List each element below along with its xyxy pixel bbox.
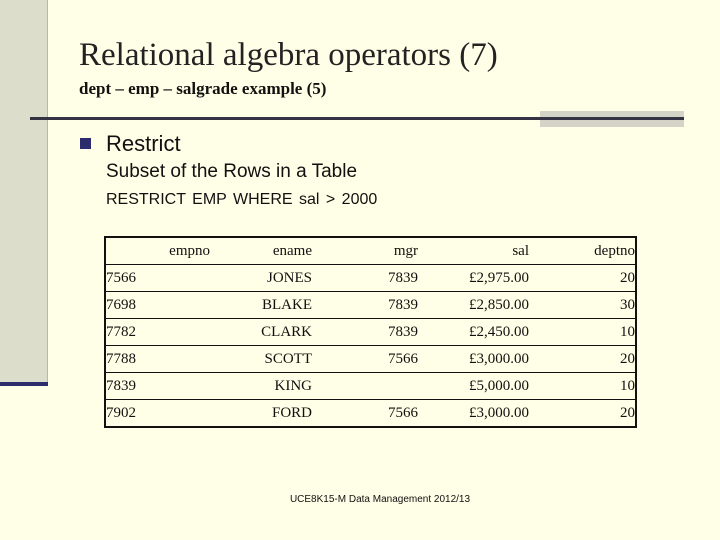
- table-cell: 7698: [105, 292, 210, 319]
- table-cell: JONES: [210, 265, 312, 292]
- table-cell: 7839: [105, 373, 210, 400]
- table-row: [105, 319, 636, 346]
- table-cell: 7788: [105, 346, 210, 373]
- table-cell: 20: [529, 346, 636, 373]
- title-divider-extension: [540, 117, 684, 120]
- slide-title: Relational algebra operators (7): [79, 37, 498, 73]
- table-cell: FORD: [210, 400, 312, 428]
- table-cell: 20: [529, 265, 636, 292]
- table-cell: 7839: [312, 265, 418, 292]
- slide-footer: UCE8K15-M Data Management 2012/13: [289, 494, 471, 505]
- column-header: empno: [105, 237, 210, 265]
- table-cell: 7839: [312, 292, 418, 319]
- table-cell: £2,975.00: [418, 265, 529, 292]
- column-header: sal: [418, 237, 529, 265]
- square-bullet-icon: [80, 138, 91, 149]
- table-row: [105, 400, 636, 428]
- restrict-expression: RESTRICT EMP WHERE sal > 2000: [106, 191, 378, 208]
- left-accent-bar: [0, 382, 48, 386]
- table-header-row: [105, 237, 636, 265]
- bullet-heading: Restrict: [106, 131, 181, 156]
- table-cell: £3,000.00: [418, 400, 529, 428]
- left-decorative-strip: [0, 0, 47, 385]
- table-cell: SCOTT: [210, 346, 312, 373]
- table-cell: 7839: [312, 319, 418, 346]
- table-cell: 10: [529, 319, 636, 346]
- table-cell: CLARK: [210, 319, 312, 346]
- table-cell: £2,850.00: [418, 292, 529, 319]
- table-cell: 30: [529, 292, 636, 319]
- column-header: ename: [210, 237, 312, 265]
- table-cell: 7902: [105, 400, 210, 428]
- table-cell: 20: [529, 400, 636, 428]
- table-cell: 7566: [312, 400, 418, 428]
- table-row: [105, 346, 636, 373]
- slide-subtitle: dept – emp – salgrade example (5): [79, 79, 327, 98]
- table-cell: 10: [529, 373, 636, 400]
- table-cell: £5,000.00: [418, 373, 529, 400]
- column-header: mgr: [312, 237, 418, 265]
- table-row: [105, 373, 636, 400]
- title-divider: [30, 117, 540, 120]
- table-cell: 7566: [105, 265, 210, 292]
- table-cell: £3,000.00: [418, 346, 529, 373]
- table-cell: £2,450.00: [418, 319, 529, 346]
- table-cell: 7566: [312, 346, 418, 373]
- table-cell: [312, 373, 418, 400]
- result-table: [104, 236, 637, 428]
- column-header: deptno: [529, 237, 636, 265]
- table-cell: 7782: [105, 319, 210, 346]
- table-cell: BLAKE: [210, 292, 312, 319]
- table-row: [105, 292, 636, 319]
- description-line: Subset of the Rows in a Table: [106, 161, 358, 182]
- left-strip-edge: [47, 0, 48, 382]
- table-row: [105, 265, 636, 292]
- table-cell: KING: [210, 373, 312, 400]
